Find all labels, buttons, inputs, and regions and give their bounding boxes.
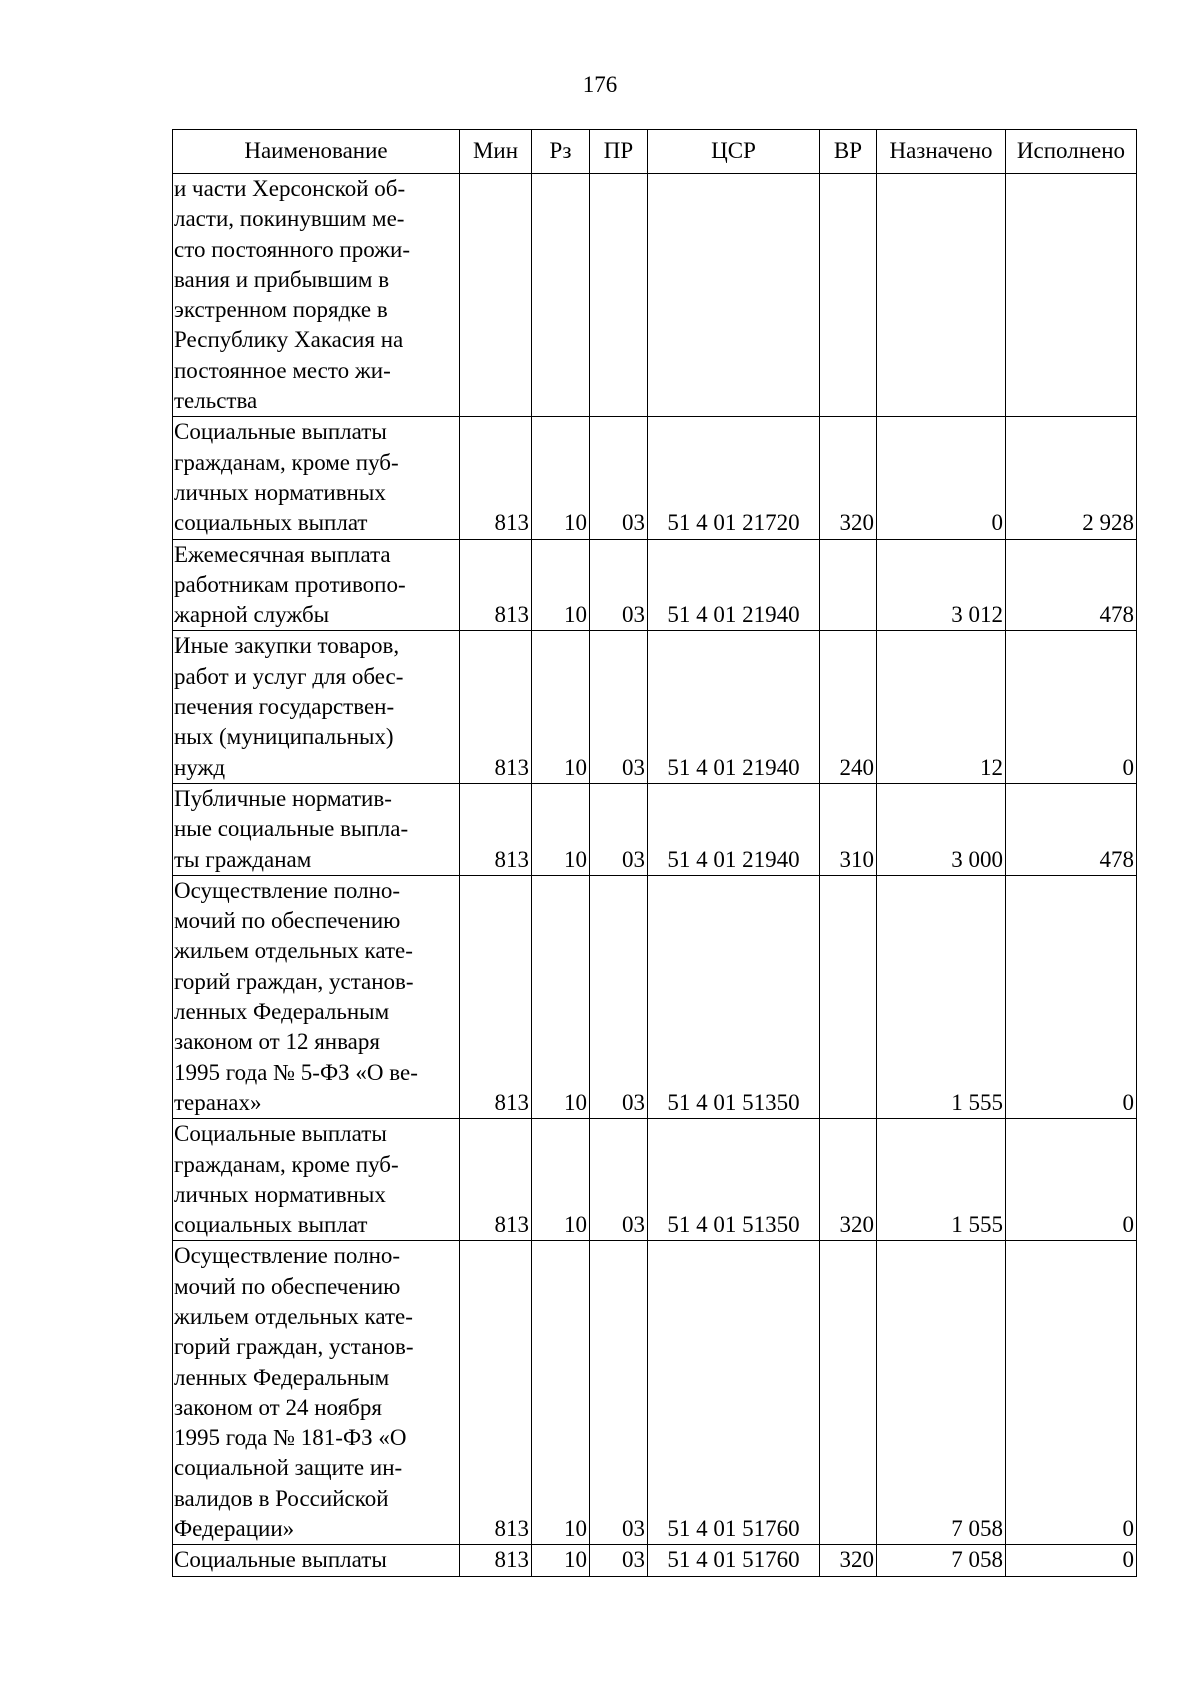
name-line: теранах» bbox=[174, 1089, 262, 1115]
cell-min: 813 bbox=[460, 631, 532, 783]
name-line: печения государствен- bbox=[174, 694, 395, 720]
name-line: Республику Хакасия на bbox=[174, 327, 404, 353]
cell-vr: 320 bbox=[820, 417, 877, 539]
cell-csr: 51 4 01 51760 bbox=[648, 1241, 820, 1545]
name-line: законом от 24 ноября bbox=[174, 1394, 382, 1420]
cell-rz: 10 bbox=[532, 631, 590, 783]
cell-csr: 51 4 01 51350 bbox=[648, 875, 820, 1118]
cell-pr: 03 bbox=[590, 631, 648, 783]
cell-min: 813 bbox=[460, 1545, 532, 1576]
name-line: ных (муниципальных) bbox=[174, 724, 394, 750]
cell-pr: 03 bbox=[590, 539, 648, 631]
cell-naznacheno: 1 555 bbox=[877, 1119, 1006, 1241]
table-row bbox=[173, 875, 1137, 1118]
cell-naznacheno: 12 bbox=[877, 631, 1006, 783]
cell-pr: 03 bbox=[590, 875, 648, 1118]
cell-min: 813 bbox=[460, 539, 532, 631]
cell-vr: 320 bbox=[820, 1119, 877, 1241]
name-line: законом от 12 января bbox=[174, 1029, 380, 1055]
name-line: Федерации» bbox=[174, 1516, 295, 1542]
name-line: вания и прибывшим в bbox=[174, 266, 390, 292]
cell-naznacheno: 7 058 bbox=[877, 1241, 1006, 1545]
name-line: горий граждан, установ- bbox=[174, 1334, 414, 1360]
cell-name bbox=[173, 539, 460, 631]
name-line: ласти, покинувшим ме- bbox=[174, 206, 405, 232]
name-line: тельства bbox=[174, 388, 258, 414]
name-line: Осуществление полно- bbox=[174, 1243, 401, 1269]
cell-vr bbox=[820, 875, 877, 1118]
name-line: жильем отдельных кате- bbox=[174, 1303, 413, 1329]
cell-csr: 51 4 01 21720 bbox=[648, 417, 820, 539]
table-body bbox=[173, 174, 1137, 1577]
name-line: Иные закупки товаров, bbox=[174, 633, 400, 659]
cell-ispolneno: 2 928 bbox=[1006, 417, 1137, 539]
cell-ispolneno: 478 bbox=[1006, 539, 1137, 631]
table-row bbox=[173, 1119, 1137, 1241]
name-line: мочий по обеспечению bbox=[174, 1273, 401, 1299]
name-line: валидов в Российской bbox=[174, 1485, 389, 1511]
cell-name bbox=[173, 1119, 460, 1241]
cell-rz: 10 bbox=[532, 783, 590, 875]
name-line: нужд bbox=[174, 754, 226, 780]
cell-rz: 10 bbox=[532, 539, 590, 631]
page-number: 176 bbox=[582, 72, 618, 97]
cell-naznacheno: 3 012 bbox=[877, 539, 1006, 631]
cell-name bbox=[173, 783, 460, 875]
cell-name bbox=[173, 417, 460, 539]
budget-table bbox=[172, 129, 1137, 1577]
table-row bbox=[173, 783, 1137, 875]
cell-pr bbox=[590, 174, 648, 417]
name-line: ты гражданам bbox=[174, 846, 312, 872]
cell-rz bbox=[532, 174, 590, 417]
cell-name bbox=[173, 1545, 460, 1576]
table-row bbox=[173, 174, 1137, 417]
table-row bbox=[173, 1545, 1137, 1576]
header-rz: Рз bbox=[532, 130, 590, 174]
cell-csr: 51 4 01 51350 bbox=[648, 1119, 820, 1241]
header-vr: ВР bbox=[820, 130, 877, 174]
header-csr: ЦСР bbox=[648, 130, 820, 174]
cell-min bbox=[460, 174, 532, 417]
name-line: 1995 года № 181-ФЗ «О bbox=[174, 1425, 407, 1451]
name-line: социальных выплат bbox=[174, 510, 368, 536]
header-name: Наименование bbox=[173, 130, 460, 174]
cell-vr: 240 bbox=[820, 631, 877, 783]
table-row bbox=[173, 1241, 1137, 1545]
header-naznacheno: Назначено bbox=[877, 130, 1006, 174]
name-line: Социальные выплаты bbox=[174, 1121, 387, 1147]
name-line: 1995 года № 5-ФЗ «О ве- bbox=[174, 1059, 418, 1085]
cell-csr: 51 4 01 21940 bbox=[648, 539, 820, 631]
cell-name bbox=[173, 174, 460, 417]
name-line: постоянное место жи- bbox=[174, 357, 391, 383]
cell-vr: 310 bbox=[820, 783, 877, 875]
cell-pr: 03 bbox=[590, 1241, 648, 1545]
cell-csr: 51 4 01 51760 bbox=[648, 1545, 820, 1576]
header-ispolneno: Исполнено bbox=[1006, 130, 1137, 174]
cell-pr: 03 bbox=[590, 417, 648, 539]
cell-pr: 03 bbox=[590, 1545, 648, 1576]
cell-rz: 10 bbox=[532, 1119, 590, 1241]
cell-naznacheno: 1 555 bbox=[877, 875, 1006, 1118]
cell-csr bbox=[648, 174, 820, 417]
name-line: ленных Федеральным bbox=[174, 1364, 390, 1390]
cell-name bbox=[173, 875, 460, 1118]
cell-rz: 10 bbox=[532, 1241, 590, 1545]
name-line: жильем отдельных кате- bbox=[174, 938, 413, 964]
name-line: горий граждан, установ- bbox=[174, 968, 414, 994]
cell-min: 813 bbox=[460, 783, 532, 875]
cell-name bbox=[173, 631, 460, 783]
name-line: экстренном порядке в bbox=[174, 297, 388, 323]
cell-name bbox=[173, 1241, 460, 1545]
name-line: Публичные норматив- bbox=[174, 785, 392, 811]
cell-ispolneno: 0 bbox=[1006, 1241, 1137, 1545]
cell-rz: 10 bbox=[532, 417, 590, 539]
name-line: социальных выплат bbox=[174, 1212, 368, 1238]
cell-naznacheno: 3 000 bbox=[877, 783, 1006, 875]
name-line: гражданам, кроме пуб- bbox=[174, 449, 399, 475]
cell-vr: 320 bbox=[820, 1545, 877, 1576]
table-row bbox=[173, 417, 1137, 539]
cell-pr: 03 bbox=[590, 1119, 648, 1241]
cell-pr: 03 bbox=[590, 783, 648, 875]
name-line: гражданам, кроме пуб- bbox=[174, 1151, 399, 1177]
name-line: социальной защите ин- bbox=[174, 1455, 403, 1481]
cell-ispolneno: 0 bbox=[1006, 631, 1137, 783]
cell-min: 813 bbox=[460, 417, 532, 539]
name-line: личных нормативных bbox=[174, 479, 386, 505]
cell-ispolneno: 478 bbox=[1006, 783, 1137, 875]
cell-min: 813 bbox=[460, 875, 532, 1118]
cell-vr bbox=[820, 174, 877, 417]
cell-naznacheno bbox=[877, 174, 1006, 417]
table-row bbox=[173, 539, 1137, 631]
cell-naznacheno: 7 058 bbox=[877, 1545, 1006, 1576]
name-line: личных нормативных bbox=[174, 1181, 386, 1207]
name-line: Социальные выплаты bbox=[174, 419, 387, 445]
cell-ispolneno: 0 bbox=[1006, 1545, 1137, 1576]
header-min: Мин bbox=[460, 130, 532, 174]
name-line: ные социальные выпла- bbox=[174, 816, 409, 842]
name-line: ленных Федеральным bbox=[174, 999, 390, 1025]
cell-min: 813 bbox=[460, 1241, 532, 1545]
name-line: Ежемесячная выплата bbox=[174, 541, 391, 567]
name-line: мочий по обеспечению bbox=[174, 908, 401, 934]
name-line: работникам противопо- bbox=[174, 571, 406, 597]
cell-rz: 10 bbox=[532, 875, 590, 1118]
cell-vr bbox=[820, 1241, 877, 1545]
table-row bbox=[173, 631, 1137, 783]
cell-ispolneno: 0 bbox=[1006, 1119, 1137, 1241]
name-line: сто постоянного прожи- bbox=[174, 236, 411, 262]
cell-min: 813 bbox=[460, 1119, 532, 1241]
cell-csr: 51 4 01 21940 bbox=[648, 631, 820, 783]
name-line: Осуществление полно- bbox=[174, 877, 401, 903]
cell-rz: 10 bbox=[532, 1545, 590, 1576]
cell-naznacheno: 0 bbox=[877, 417, 1006, 539]
header-pr: ПР bbox=[590, 130, 648, 174]
name-line: жарной службы bbox=[174, 602, 330, 628]
name-line: Социальные выплаты bbox=[174, 1547, 387, 1573]
table-header-row bbox=[173, 130, 1137, 174]
cell-csr: 51 4 01 21940 bbox=[648, 783, 820, 875]
cell-ispolneno bbox=[1006, 174, 1137, 417]
name-line: работ и услуг для обес- bbox=[174, 663, 404, 689]
cell-ispolneno: 0 bbox=[1006, 875, 1137, 1118]
cell-vr bbox=[820, 539, 877, 631]
name-line: и части Херсонской об- bbox=[174, 176, 406, 201]
